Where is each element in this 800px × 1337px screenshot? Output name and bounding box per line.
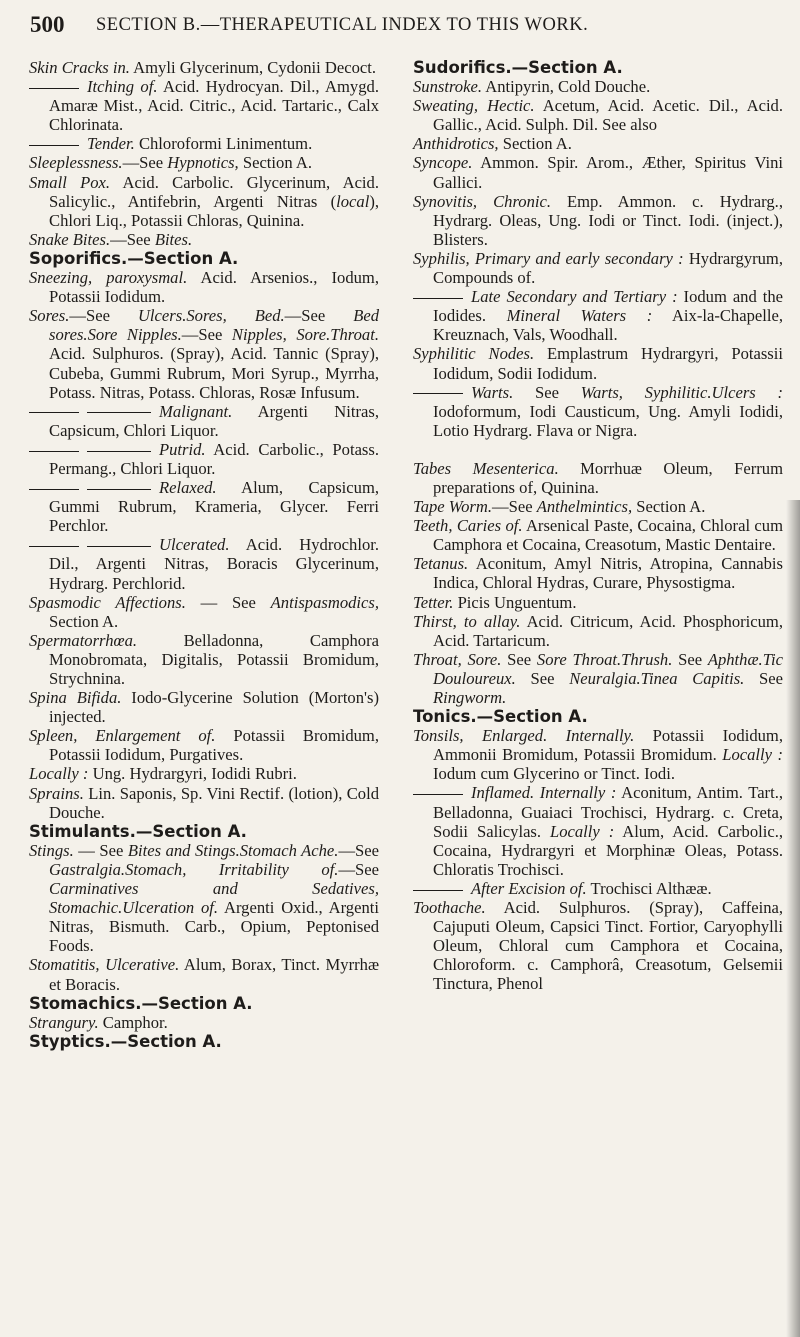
index-entry <box>413 650 783 707</box>
binding-shadow <box>786 500 800 1337</box>
index-entry <box>29 173 379 230</box>
entry-term: Relaxed. <box>159 478 217 498</box>
entry-text: Acid. Sulphuros. (Spray), Acid. Tannic (Spray), Cubeba, Gummi Rubrum, Mori Syrup., Myrrha, Potass. Nitras, Potass. Chloras, Rosæ Infusum. <box>49 344 379 402</box>
entry-text: Acid. Carbolic. Glycerinum, Acid. Salicylic., Antifebrin, Argenti Nitras ( <box>49 172 379 211</box>
entry-term: Carminatives and Sedatives, Stomachic. <box>49 879 379 918</box>
entry-term: Skin Cracks in. <box>29 58 130 77</box>
index-entry <box>413 153 783 191</box>
index-entry <box>29 726 379 764</box>
entry-text: Emplastrum Hydrargyri, Potassii Iodidum, Sodii Iodidum. <box>433 344 783 383</box>
entry-text: Acid. Hydrochlor. Dil., Argenti Nitras, Boracis Glycerinum, Hydrarg. Perchlorid. <box>49 535 379 593</box>
entry-term: Sleeplessness. <box>29 153 123 173</box>
index-entry <box>413 898 783 993</box>
index-entry <box>29 784 379 822</box>
ditto-dash <box>29 145 79 146</box>
entry-text: Potassii Bromidum, Potassii Iodidum, Purgatives. <box>49 726 379 765</box>
index-entry <box>29 440 379 478</box>
ditto-dash <box>413 298 463 299</box>
entry-term: Syphilis, Primary and early secondary : <box>413 248 684 268</box>
index-entry <box>413 96 783 134</box>
entry-term: Tic Douloureux. <box>433 649 783 688</box>
entry-term: Inflamed. Internally : <box>471 783 617 803</box>
entry-term: Ulcerated. <box>159 535 230 555</box>
entry-term: Sneezing, paroxysmal. <box>29 268 188 288</box>
entry-text: Alum, Borax, Tinct. Myrrhæ et Boracis. <box>49 955 380 994</box>
entry-term: Bites. <box>154 229 193 249</box>
index-entry <box>29 134 379 153</box>
entry-term: Toothache. <box>413 898 486 918</box>
entry-term: Ulcers : <box>711 382 783 402</box>
index-entry <box>29 402 379 440</box>
index-entry <box>413 249 783 287</box>
heading-text: Stomachics.—Section A. <box>29 993 253 1013</box>
ditto-dash <box>413 794 463 795</box>
entry-term: Sores, Bed. <box>186 306 285 326</box>
entry-term: Itching of. <box>87 77 158 97</box>
entry-text: —See <box>110 229 155 249</box>
entry-text: —See <box>338 859 379 879</box>
entry-text: —See <box>69 306 138 326</box>
running-title: SECTION B.—THERAPEUTICAL INDEX TO THIS WORK. <box>96 15 589 35</box>
entry-text: Acid. Arsenios., Iodum, Potassii Iodidum. <box>49 268 379 307</box>
entry-term: Thrush. <box>621 649 673 669</box>
entry-text: Aix-la-Chapelle, Kreuznach, Vals, Woodhall. <box>433 306 783 345</box>
section-heading <box>29 822 379 841</box>
entry-text: Aconitum, Amyl Nitris, Atropina, Cannabis Indica, Chloral Hydras, Curare, Physostigma. <box>433 554 783 593</box>
index-entry <box>413 593 783 612</box>
entry-text: See <box>513 382 581 402</box>
entry-term: Stomach, Irritability of. <box>125 859 339 879</box>
ditto-dash <box>29 546 79 547</box>
entry-term: Locally : <box>29 764 89 784</box>
entry-text: Potassii Iodidum, Ammonii Bromidum, Potassii Bromidum. <box>433 726 783 765</box>
entry-spacer <box>413 440 783 459</box>
entry-term: Tape Worm. <box>413 497 492 517</box>
ditto-dash <box>413 393 463 394</box>
entry-text: Lin. Saponis, Sp. Vini Rectif. (lotion), Cold Douche. <box>49 783 379 822</box>
index-entry <box>29 230 379 249</box>
entry-text: Acid. Citricum, Acid. Phosphoricum, Acid. Tartaricum. <box>433 611 783 650</box>
entry-text: ), Chlori Liq., Potassii Chloras, Quinina. <box>49 191 379 230</box>
entry-text: Picis Unguentum. <box>453 592 577 612</box>
entry-term: Tonsils, Enlarged. Internally. <box>413 726 635 746</box>
page-header <box>30 12 770 42</box>
entry-term: Sunstroke. <box>413 77 482 97</box>
entry-text: Section A. <box>498 134 572 154</box>
index-entry <box>413 192 783 249</box>
index-entry <box>29 153 379 172</box>
entry-text: Section A. <box>238 153 312 173</box>
index-entry <box>29 77 379 134</box>
entry-text: Hydrargyrum, Compounds of. <box>433 248 783 288</box>
entry-term: Small Pox. <box>29 172 111 192</box>
index-entry <box>413 134 783 153</box>
index-entry <box>29 478 379 535</box>
entry-term: Tetter. <box>413 592 454 612</box>
index-entry <box>413 783 783 878</box>
entry-text: See <box>672 649 708 669</box>
entry-term: Synovitis, Chronic. <box>413 191 551 211</box>
index-entry <box>413 612 783 650</box>
entry-text: Ung. Hydrargyri, Iodidi Rubri. <box>88 764 297 784</box>
entry-term: Gastralgia. <box>49 859 126 879</box>
index-entry <box>29 58 379 77</box>
index-entry <box>29 535 379 592</box>
entry-text: Chloroformi Linimentum. <box>134 134 313 154</box>
entry-term: Spermatorrhœa. <box>29 630 138 650</box>
index-entry <box>29 764 379 783</box>
entry-text: Morrhuæ Oleum, Ferrum preparations of, Quinina. <box>433 458 783 497</box>
ditto-dash <box>29 412 79 413</box>
entry-term: Tinea Capitis. <box>640 668 745 688</box>
index-entry <box>413 383 783 440</box>
index-entry <box>29 268 379 306</box>
entry-term: Spina Bifida. <box>29 688 122 708</box>
entry-text: —See <box>122 153 168 173</box>
entry-term: Syncope. <box>413 153 473 173</box>
ditto-dash <box>87 546 151 547</box>
entry-term: Aphthæ. <box>707 649 763 669</box>
entry-term: Ulcers. <box>137 306 187 326</box>
entry-text: Antipyrin, Cold Douche. <box>481 77 651 97</box>
heading-text: Sudorifics.—Section A. <box>413 58 623 77</box>
heading-text: Soporifics.—Section A. <box>29 248 239 268</box>
entry-term: Late Secondary and Tertiary : <box>471 287 678 307</box>
entry-term: Anthidrotics, <box>413 134 499 154</box>
entry-text: Iodum cum Glycerino or Tinct. Iodi. <box>433 764 675 784</box>
entry-text: Section A. <box>632 497 706 517</box>
entry-term: Hypnotics, <box>167 153 239 173</box>
index-entry <box>413 554 783 592</box>
entry-text: See <box>501 649 537 669</box>
page-number: 500 <box>30 12 65 37</box>
entry-term: Snake Bites. <box>29 229 111 249</box>
entry-term: Spasmodic Affections. <box>29 592 186 612</box>
section-heading <box>413 707 783 726</box>
entry-term: Mineral Waters : <box>506 306 653 326</box>
entry-term: Sore Nipples. <box>87 325 182 345</box>
entry-text: Trochisci Althææ. <box>586 878 712 898</box>
index-entry <box>413 344 783 382</box>
entry-term: Throat, Sore. <box>413 649 502 669</box>
ditto-dash <box>29 489 79 490</box>
entry-text: Amyli Glycerinum, Cydonii Decoct. <box>129 58 377 77</box>
entry-term: local <box>336 191 370 211</box>
index-entry <box>29 688 379 726</box>
entry-term: Neuralgia. <box>569 668 641 688</box>
ditto-dash <box>87 451 151 452</box>
entry-text: Alum, Acid. Carbolic., Cocaina, Hydrargyri et Morphinæ Oleas, Potass. Chloratis Trochisci. <box>433 821 784 879</box>
entry-text: Acetum, Acid. Acetic. Dil., Acid. Gallic., Acid. Sulph. Dil. See also <box>433 96 783 135</box>
entry-text: Argenti Nitras, Capsicum, Chlori Liquor. <box>49 401 379 440</box>
entry-term: After Excision of. <box>471 878 587 898</box>
entry-term: Sprains. <box>29 783 84 803</box>
entry-term: Warts, Syphilitic. <box>580 382 712 402</box>
entry-text: Argenti Oxid., Argenti Nitras, Bismuth. Carb., Opium, Peptonised Foods. <box>49 898 379 956</box>
entry-text: —See <box>284 306 354 326</box>
entry-term: Thirst, to allay. <box>413 611 521 631</box>
entry-text: —See <box>181 325 232 345</box>
entry-text: Iodum and the Iodides. <box>433 287 783 326</box>
entry-term: Tabes Mesenterica. <box>413 458 559 478</box>
entry-term: Tetanus. <box>413 554 469 574</box>
entry-term: Locally : <box>549 821 615 841</box>
entry-term: Warts. <box>471 382 514 402</box>
heading-text: Styptics.—Section A. <box>29 1031 222 1051</box>
entry-text: Belladonna, Camphora Monobromata, Digitalis, Potassii Bromidum, Strychnina. <box>49 630 379 688</box>
index-entry <box>413 726 783 783</box>
entry-term: Throat. <box>330 325 379 345</box>
entry-text: — See <box>185 592 271 612</box>
section-heading <box>29 994 379 1013</box>
entry-term: Antispasmodics, <box>270 592 379 612</box>
index-entry <box>29 1013 379 1032</box>
entry-text: —See <box>338 840 379 860</box>
entry-term: Teeth, Caries of. <box>413 516 523 536</box>
entry-text: Acid. Carbolic., Potass. Permang., Chlori Liquor. <box>49 439 379 478</box>
entry-text: Acid. Sulphuros. (Spray), Caffeina, Cajuputi Oleum, Capsici Tinct. Fortior, Caryophylli Oleum, Chloral cum Camphora et Cocaina, Chloroform. c. Camphorâ, Creasotum, Gelsemii Tinctura, Phenol <box>433 898 783 994</box>
entry-term: Sore Throat. <box>536 649 622 669</box>
ditto-dash <box>87 489 151 490</box>
entry-text: Section A. <box>49 611 119 631</box>
entry-text: Alum, Capsicum, Gummi Rubrum, Krameria, Glycer. Ferri Perchlor. <box>49 478 379 536</box>
index-entry <box>413 879 783 898</box>
entry-text: Arsenical Paste, Cocaina, Chloral cum Camphora et Cocaina, Creasotum, Mastic Dentaire. <box>433 516 783 555</box>
entry-term: Sores. <box>29 306 70 326</box>
entry-term: Stomatitis, Ulcerative. <box>29 955 180 975</box>
entry-text: Ammon. Spir. Arom., Æther, Spiritus Vini Gallici. <box>433 153 783 192</box>
entry-term: Nipples, Sore. <box>231 325 331 345</box>
entry-term: Putrid. <box>159 439 206 459</box>
heading-text: Tonics.—Section A. <box>413 707 588 727</box>
entry-term: Strangury. <box>29 1012 99 1032</box>
entry-text: See <box>744 668 783 688</box>
index-entry <box>29 593 379 631</box>
entry-term: Malignant. <box>159 401 233 421</box>
heading-text: Stimulants.—Section A. <box>29 821 247 841</box>
index-entry <box>413 287 783 344</box>
entry-term: Stomach Ache. <box>239 840 339 860</box>
entry-term: Tender. <box>87 134 135 154</box>
ditto-dash <box>413 890 463 891</box>
section-heading <box>29 1032 379 1051</box>
entry-term: Locally : <box>722 745 783 765</box>
entry-term: Sweating, Hectic. <box>413 96 535 116</box>
index-entry <box>29 955 379 993</box>
entry-text: — See <box>73 840 128 860</box>
entry-text: Emp. Ammon. c. Hydrarg., Hydrarg. Oleas, Ung. Iodi or Tinct. Iodi. (inject.), Blisters. <box>433 191 783 249</box>
entry-text: Iodo-Glycerine Solution (Morton's) injected. <box>49 688 379 727</box>
index-entry <box>413 516 783 554</box>
index-entry <box>29 631 379 688</box>
entry-text: Acid. Hydrocyan. Dil., Amygd. Amaræ Mist., Acid. Citric., Acid. Tartaric., Calx Chlorinata. <box>49 77 379 135</box>
index-entry <box>413 77 783 96</box>
ditto-dash <box>29 451 79 452</box>
entry-term: Bed sores. <box>49 306 380 345</box>
ditto-dash <box>29 88 79 89</box>
right-column <box>413 58 783 994</box>
entry-term: Ringworm. <box>433 688 507 707</box>
section-heading <box>29 249 379 268</box>
entry-text: Aconitum, Antim. Tart., Belladonna, Guaiaci Trochisci, Hydrarg. c. Creta, Sodii Salicylas. <box>433 783 783 841</box>
entry-text: —See <box>492 497 537 517</box>
entry-term: Ulceration of. <box>122 898 219 918</box>
ditto-dash <box>87 412 151 413</box>
entry-text: Iodoformum, Iodi Causticum, Ung. Amyli Iodidi, Lotio Hydrarg. Flava or Nigra. <box>433 401 783 440</box>
section-heading <box>413 58 783 77</box>
index-entry <box>413 497 783 516</box>
entry-text: See <box>515 668 570 688</box>
index-entry <box>413 459 783 497</box>
index-entry <box>29 306 379 401</box>
entry-term: Stings. <box>29 840 74 860</box>
entry-term: Syphilitic Nodes. <box>413 344 535 364</box>
entry-text: Camphor. <box>98 1012 168 1032</box>
entry-term: Spleen, Enlargement of. <box>29 726 216 746</box>
entry-term: Bites and Stings. <box>127 840 240 860</box>
left-column <box>29 58 379 1051</box>
index-entry <box>29 841 379 956</box>
entry-term: Anthelmintics, <box>536 497 633 517</box>
